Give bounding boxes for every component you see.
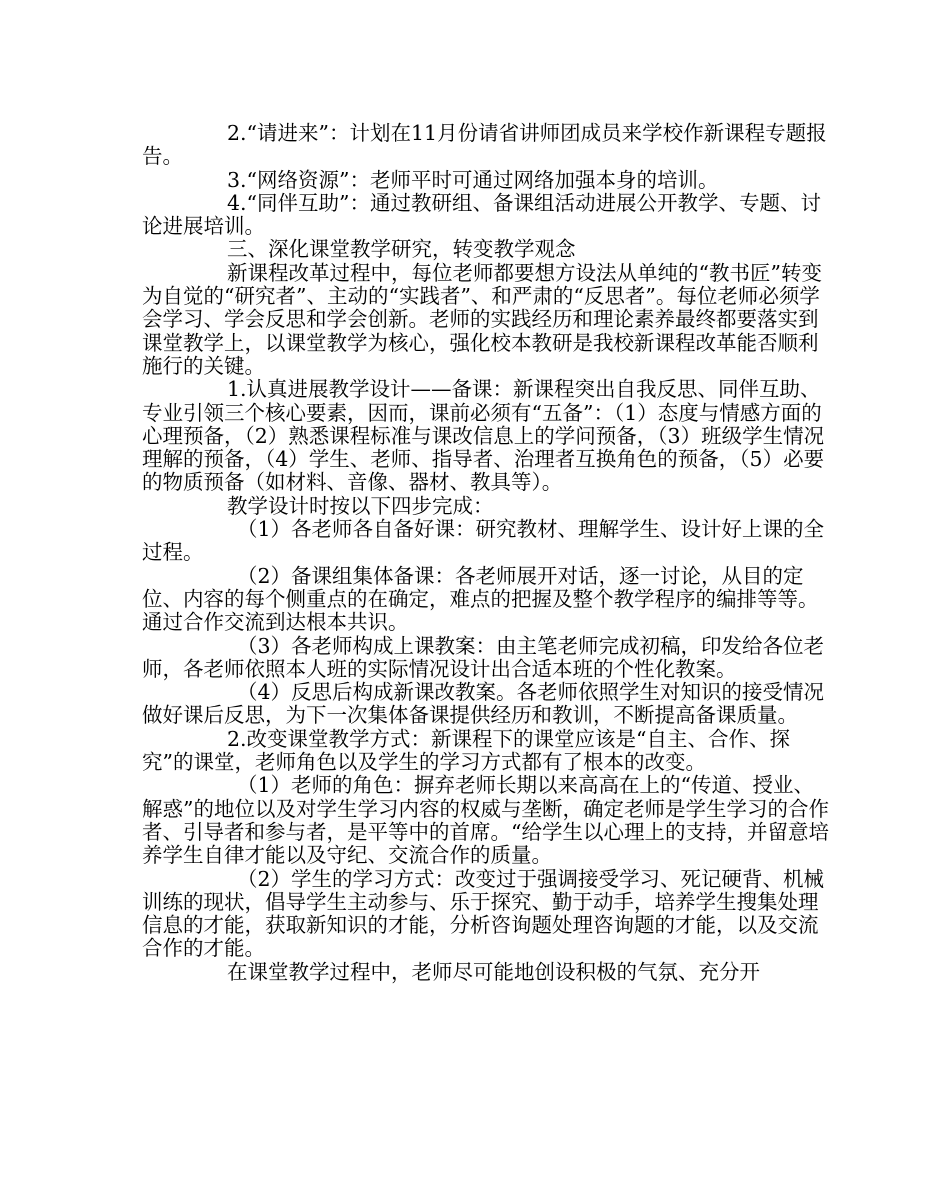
paragraph-four-steps: 教学设计时按以下四步完成：: [227, 493, 494, 518]
paragraph-intro: 新课程改革过程中，每位老师都要想方设法从单纯的“教书匠”转变为自觉的“研究者”、主动的“实践者”、和严肃的“反思者”。每位老师必须学会学习、学会反思和学会创新。老师的实践经历和理论素养最终都要落实到课堂教学上，以课堂教学为核心，强化校本教研是我校新课程改革能否顺利施行的关键。: [142, 260, 822, 378]
paragraph-step-3: （3）各老师构成上课教案：由主笔老师完成初稿，印发给各位老师，各老师依照本人班的实际情况设计出合适本班的个性化教案。: [142, 633, 825, 681]
paragraph-item-4: 4.“同伴互助”：通过教研组、备课组活动进展公开教学、专题、讨论进展培训。: [142, 190, 822, 239]
paragraph-step-4: （4）反思后构成新课改教案。各老师依照学生对知识的接受情况做好课后反思，为下一次集体备课提供经历和教训，不断提高备课质量。: [142, 680, 825, 728]
paragraph-step-1: （1）各老师各自备好课：研究教材、理解学生、设计好上课的全过程。: [142, 517, 825, 565]
paragraph-item-2: 2.“请进来”：计划在11月份请省讲师团成员来学校作新课程专题报告。: [142, 121, 827, 169]
paragraph-teaching-method: 2.改变课堂教学方式：新课程下的课堂应该是“自主、合作、探究”的课堂，老师角色以及学生的学习方式都有了根本的改变。: [142, 726, 791, 775]
paragraph-teacher-role: （1）老师的角色：摒弃老师长期以来高高在上的“传道、授业、解惑”的地位以及对学生学习内容的权威与垄断，确定老师是学生学习的合作者、引导者和参与者，是平等中的首席。“给学生以心理上的支持，并留意培养学生自律才能以及守纪、交流合作的质量。: [142, 773, 829, 868]
section-heading-3: 三、深化课堂教学研究，转变教学观念: [227, 237, 576, 262]
paragraph-step-2: （2）备课组集体备课：各老师展开对话，逐一讨论，从目的定位、内容的每个侧重点的在确定，难点的把握及整个教学程序的编排等等。通过合作交流到达根本共识。: [142, 563, 819, 635]
document-page: [142, 122, 832, 984]
paragraph-classroom-process: 在课堂教学过程中，老师尽可能地创设积极的气氛、充分开: [227, 959, 760, 984]
paragraph-item-3: 3.“网络资源”：老师平时可通过网络加强本身的培训。: [227, 167, 719, 192]
paragraph-student-learning: （2）学生的学习方式：改变过于强调接受学习、死记硬背、机械训练的现状，倡导学生主动参与、乐于探究、勤于动手，培养学生搜集处理信息的才能，获取新知识的才能，分析咨询题处理咨询题的才能，以及交流合作的才能。: [142, 866, 825, 961]
paragraph-lesson-design: 1.认真进展教学设计——备课：新课程突出自我反思、同伴互助、专业引领三个核心要素，因而，课前必须有“五备”：（1）态度与情感方面的心理预备，（2）熟悉课程标准与课改信息上的学问预备，（3）班级学生情况理解的预备，（4）学生、老师、指导者、治理者互换角色的预备，（5）必要的物质预备（如材料、音像、器材、教具等）。: [142, 377, 825, 495]
